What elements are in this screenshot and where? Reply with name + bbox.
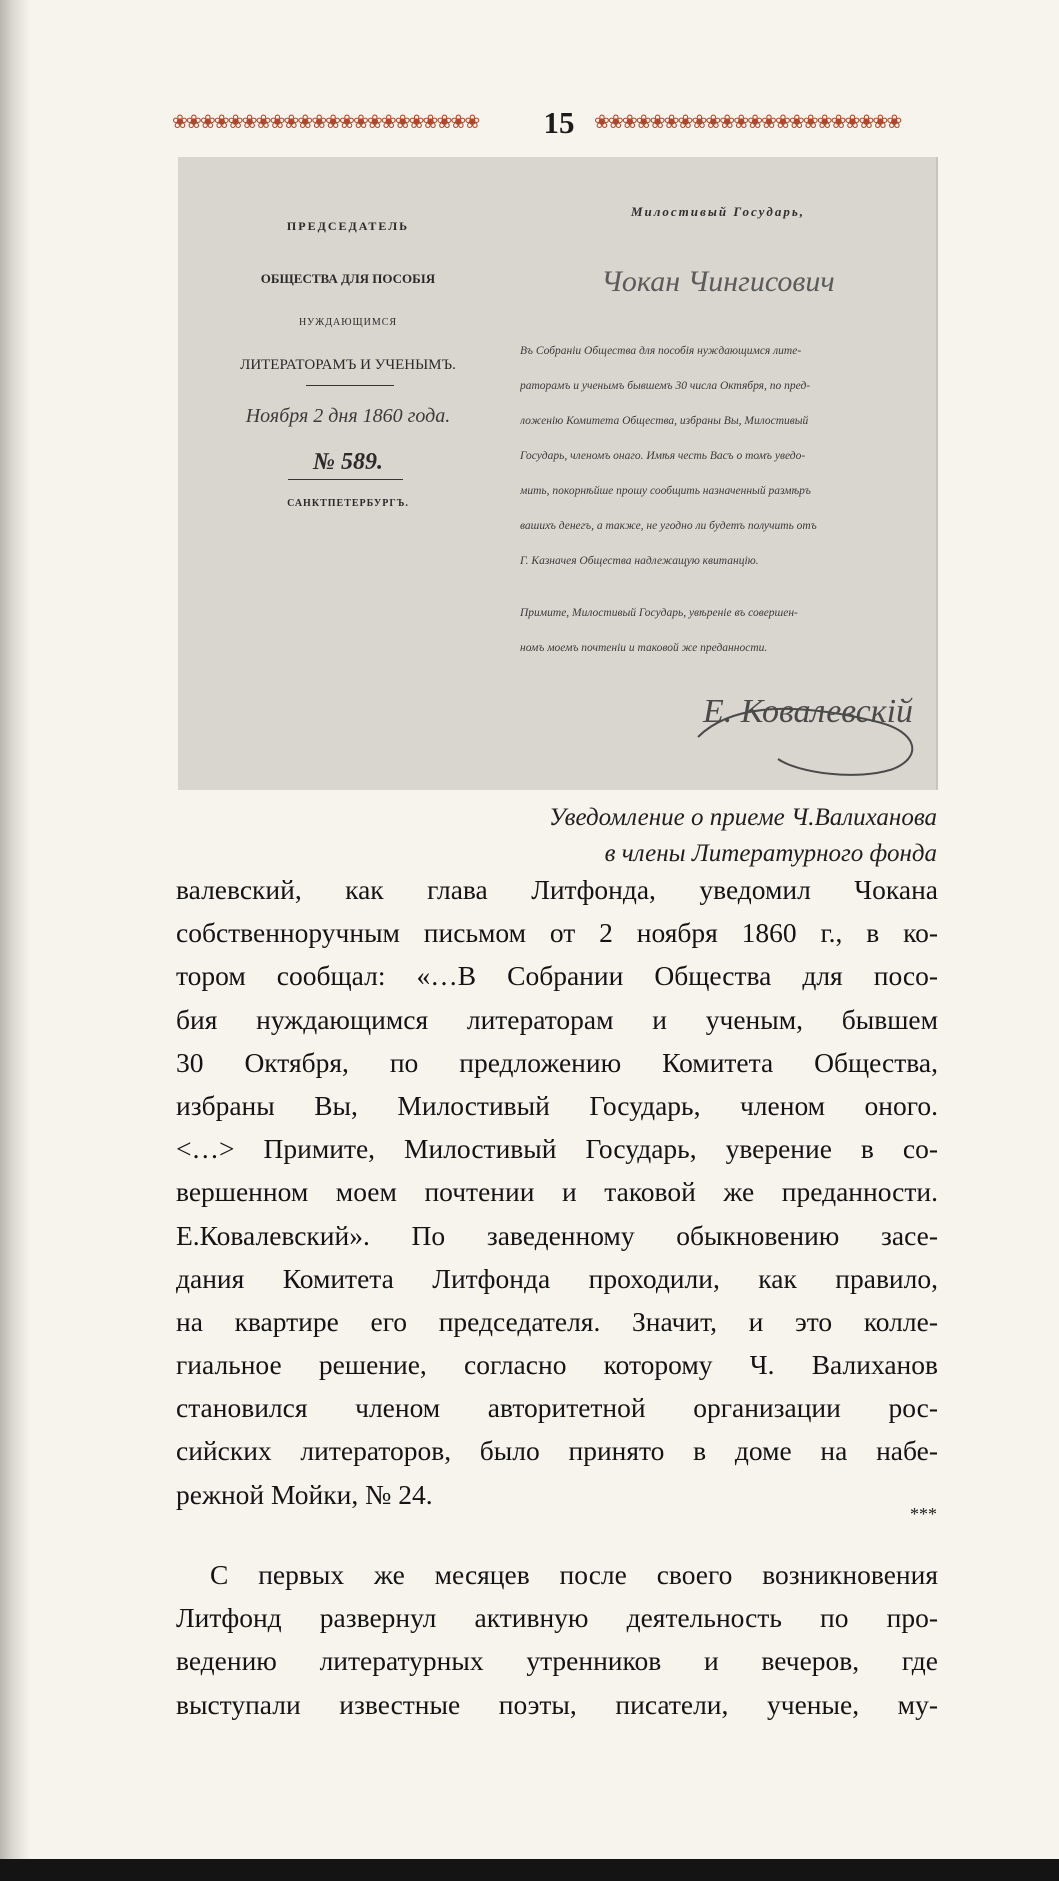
body-paragraph-2 bbox=[176, 1553, 938, 1726]
text-line: 30 Октября, по предложению Комитета Общества, bbox=[176, 1046, 938, 1078]
letter-signature: Е. Ковалевскій bbox=[702, 693, 914, 730]
document-letterhead bbox=[178, 157, 518, 517]
caption-line: Уведомление о приеме Ч.Валиханова bbox=[548, 804, 937, 831]
page-header bbox=[172, 106, 934, 140]
historical-document-image bbox=[178, 157, 938, 790]
letterhead-needy: НУЖДАЮЩИМСЯ bbox=[298, 317, 398, 328]
text-line: гиальное решение, согласно которому Ч. Валиханов bbox=[176, 1349, 938, 1381]
text-line: тором сообщал: «…В Собрании Общества для посо- bbox=[176, 960, 938, 992]
text-line: вершенном моем почтении и таковой же преданности. bbox=[176, 1176, 938, 1208]
text-line: <…> Примите, Милостивый Государь, уверение в со- bbox=[176, 1133, 938, 1165]
letter-addressee: Чокан Чингисович bbox=[601, 265, 835, 298]
text-line: С первых же месяцев после своего возникновения bbox=[210, 1559, 938, 1590]
text-line: режной Мойки, № 24. bbox=[176, 1478, 433, 1510]
letter-line: вашихъ денегъ, а также, не угодно ли будетъ получить отъ bbox=[520, 520, 817, 532]
letter-line: Въ Собраніи Общества для пособія нуждающимся лите- bbox=[520, 345, 802, 357]
letter-line: ложенію Комитета Общества, избраны Вы, Милостивый bbox=[520, 415, 809, 427]
text-line: собственноручным письмом от 2 ноября 1860 г., в ко- bbox=[176, 917, 938, 949]
text-line: сийских литераторов, было принято в доме на набе- bbox=[176, 1435, 938, 1467]
page-number: 15 bbox=[543, 105, 575, 140]
letter-salutation: Милостивый Государь, bbox=[630, 204, 806, 219]
text-line: становился членом авторитетной организации рос- bbox=[176, 1392, 938, 1424]
letterhead-title: ПРЕДСЕДАТЕЛЬ bbox=[286, 219, 410, 233]
text-line: избраны Вы, Милостивый Государь, членом оного. bbox=[176, 1089, 938, 1121]
letterhead-literators: ЛИТЕРАТОРАМЪ И УЧЕНЫМЪ. bbox=[240, 357, 456, 373]
section-separator: *** bbox=[910, 1504, 937, 1524]
letterhead-date: Ноября 2 дня 1860 года. bbox=[245, 405, 451, 427]
ornament-left: ❀❀❀❀❀❀❀❀❀❀❀❀❀❀❀❀❀❀❀❀❀❀ bbox=[172, 112, 479, 133]
page-edge-shadow bbox=[0, 0, 30, 1881]
letterhead-rule bbox=[306, 385, 394, 386]
figure-caption bbox=[549, 800, 937, 872]
letter-line: мить, покорнѣйше прошу сообщить назначенный размѣръ bbox=[520, 485, 811, 497]
text-line: Литфонд развернул активную деятельность по про- bbox=[176, 1602, 938, 1634]
text-line: Е.Ковалевский». По заведенному обыкновению засе- bbox=[176, 1219, 938, 1251]
ornament-right: ❀❀❀❀❀❀❀❀❀❀❀❀❀❀❀❀❀❀❀❀❀❀ bbox=[594, 112, 901, 133]
body-paragraph-1 bbox=[176, 868, 938, 1516]
letter-line: раторамъ и ученымъ бывшемъ 30 числа Октября, по пред- bbox=[520, 380, 811, 392]
letter-line: Г. Казначея Общества надлежащую квитанцію. bbox=[520, 555, 759, 567]
letterhead-society: ОБЩЕСТВА ДЛЯ ПОСОБІЯ bbox=[260, 271, 436, 286]
text-line: валевский, как глава Литфонда, уведомил Чокана bbox=[176, 874, 938, 905]
letterhead-rule-2 bbox=[288, 479, 403, 480]
letter-line: Примите, Милостивый Государь, увѣреніе въ совершен- bbox=[520, 607, 798, 619]
text-line: бия нуждающимся литераторам и ученым, бывшем bbox=[176, 1003, 938, 1035]
text-line: дания Комитета Литфонда проходили, как правило, bbox=[176, 1262, 938, 1294]
text-line: на квартире его председателя. Значит, и это колле- bbox=[176, 1305, 938, 1337]
text-line: выступали известные поэты, писатели, ученые, му- bbox=[176, 1688, 938, 1720]
caption-line: в члены Литературного фонда bbox=[604, 840, 937, 867]
letter-line: Государь, членомъ онаго. Имѣя честь Васъ о томъ уведо- bbox=[520, 450, 806, 462]
text-line: ведению литературных утренников и вечеров, где bbox=[176, 1645, 938, 1677]
letterhead-number: № 589. bbox=[313, 449, 383, 475]
letterhead-city: САНКТПЕТЕРБУРГЪ. bbox=[287, 498, 409, 509]
page-bottom-edge bbox=[0, 1859, 1059, 1881]
letter-line: номъ моемъ почтеніи и таковой же преданности. bbox=[520, 642, 768, 654]
